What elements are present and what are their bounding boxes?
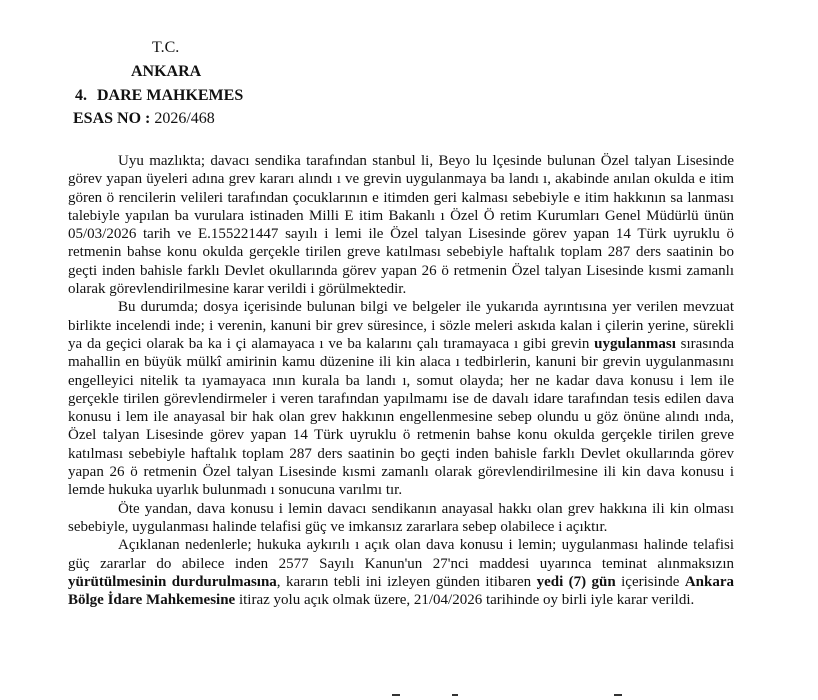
paragraph-2-emphasis: uygulanması <box>594 335 676 352</box>
cut-off-mark-1 <box>392 694 400 696</box>
court-name: DARE MAHKEMES <box>97 87 244 104</box>
cut-off-mark-2 <box>452 694 458 696</box>
esas-label: ESAS NO : <box>73 110 151 127</box>
paragraph-2-text-a: Bu durumda; dosya içerisinde bulunan bilgi ve belgeler ile yukarıda ayrıntısına yer verilen mevzuat birlikte incelendi inde; i verenin, kanuni bir grev süresince, i sözle meleri askıda kalan i çilerin yerine, sürekli ya da geçici olarak ba ka i çi alamayaca ı ve ba kalarını çalı tıramayaca ı gibi grevin <box>68 299 734 352</box>
paragraph-4-emphasis-3: Ankara Bölge İdare Mahkemesine <box>68 573 735 609</box>
decision-body <box>68 152 734 609</box>
court-number: 4. <box>75 87 87 104</box>
header-esas <box>73 109 215 129</box>
cut-off-mark-3 <box>614 694 622 696</box>
paragraph-4-emphasis-2: yedi (7) gün <box>536 573 616 590</box>
paragraph-4-text-c: içerisinde <box>615 573 685 590</box>
header-court <box>75 86 243 106</box>
paragraph-4-emphasis-1: yürütülmesinin durdurulmasına <box>68 573 277 590</box>
paragraph-1: Uyu mazlıkta; davacı sendika tarafından stanbul li, Beyo lu lçesinde bulunan Özel talyan Lisesinde görev yapan üyeleri adına grev kararı alındı ı ve grevin uygulanmaya ba landı ı, akabinde anılan okulda e itim gören ö rencilerin velileri tarafından çocuklarının e itimden geri kalması sebebiyle e itim hakkının sa lanması talebiyle yapılan ba vurulara istinaden Milli E itim Bakanlı ı Özel Ö retim Kurumları Genel Müdürlü ünün 05/03/2026 tarih ve E.155221447 sayılı i lemi ile Özel talyan Lisesinde görev yapan 14 Türk uyruklu ö retmenin bahse konu okulda gerçekle tirilen greve katılması sebebiyle haftalık toplam 287 ders saatinin bo geçti inden bahisle farklı Devlet okullarında görev yapan 26 ö retmenin Özel talyan Lisesinde kısmi zamanlı olarak görevlendirilmesine karar verildi i görülmektedir. <box>68 153 734 298</box>
paragraph-4-text-b: , kararın tebli ini izleyen günden itibaren <box>276 573 537 590</box>
paragraph-4-text-a: Açıklanan nedenlerle; hukuka aykırılı ı açık olan dava konusu i lemin; uygulanması halinde telafisi güç zararlar do abilece inden 2577 Sayılı Kanun'un 27'nci maddesi uyarınca teminat alınmaksızın <box>68 537 734 572</box>
header-tc: T.C. <box>152 39 180 56</box>
header-city: ANKARA <box>131 63 202 80</box>
paragraph-4-text-d: itiraz yolu açık olmak üzere, 21/04/2026 tarihinde oy birli iyle karar verildi. <box>235 592 695 609</box>
paragraph-3: Öte yandan, dava konusu i lemin davacı sendikanın anayasal hakkı olan grev hakkına ili kin olması sebebiyle, uygulanması halinde telafisi güç ve imkansız zararlara sebep olabilece i açıktır. <box>68 500 734 535</box>
paragraph-2 <box>68 298 734 499</box>
paragraph-4 <box>68 536 734 609</box>
cut-off-next-line <box>0 694 818 700</box>
paragraph-2-text-b: sırasında mahallin en büyük mülkî amirinin kamu düzenine ili kin alaca ı tedbirlerin, kanuni bir grevin uygulanmasını engelleyici nitelik ta ıyamayaca ının kurala ba landı ı, somut olayda; her ne kadar dava konusu i lem ile gerçekle tirilen görevlendirmeler i veren tarafından yapılmamı ise de davalı idare tarafından tesis edilen dava konusu i lem ile anayasal bir hak olan grev hakkının engellenmesine sebep olundu u göz önüne alındı ında, Özel talyan Lisesinde görev yapan 14 Türk uyruklu ö retmenin bahse konu okulda gerçekle tirilen greve katılması sebebiyle haftalık toplam 287 ders saatinin bo geçti inden bahisle farklı Devlet okullarında görev yapan 26 ö retmenin Özel talyan Lisesinde kısmi zamanlı olarak görevlendirilmesine ili kin dava konusu i lemde hukuka uyarlık bulunmadı ı sonucuna varılmı tır. <box>68 335 734 499</box>
esas-value: 2026/468 <box>154 110 215 127</box>
